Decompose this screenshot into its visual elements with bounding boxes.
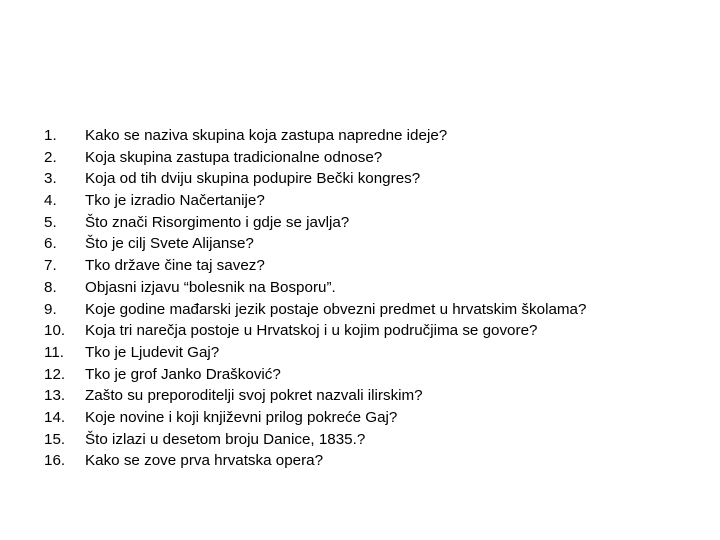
question-text: Tko je grof Janko Drašković? — [85, 365, 281, 383]
question-item — [44, 277, 704, 299]
question-text: Što izlazi u desetom broju Danice, 1835.? — [85, 430, 366, 448]
question-item — [44, 407, 704, 429]
question-item — [44, 212, 704, 234]
question-text: Koja skupina zastupa tradicionalne odnose? — [85, 148, 383, 166]
question-text: Koje godine mađarski jezik postaje obvezni predmet u hrvatskim školama? — [85, 300, 587, 318]
question-item — [44, 364, 704, 386]
question-number: 6. — [44, 235, 57, 253]
question-text: Kako se zove prva hrvatska opera? — [85, 452, 324, 470]
question-number: 4. — [44, 192, 57, 210]
question-number: 3. — [44, 170, 57, 188]
question-text: Kako se naziva skupina koja zastupa napredne ideje? — [85, 127, 448, 144]
question-text: Tko države čine taj savez? — [85, 257, 265, 275]
question-item — [44, 299, 704, 321]
question-item — [44, 255, 704, 277]
question-number: 12. — [44, 365, 66, 383]
question-text: Tko je izradio Načertanije? — [85, 192, 265, 210]
question-text: Zašto su preporoditelji svoj pokret nazvali ilirskim? — [85, 387, 423, 405]
question-number: 1. — [44, 127, 57, 144]
question-text: Tko je Ljudevit Gaj? — [85, 343, 220, 361]
question-item — [44, 233, 704, 255]
question-number: 7. — [44, 257, 57, 275]
question-item — [44, 342, 704, 364]
question-item — [44, 320, 704, 342]
question-text: Koje novine i koji književni prilog pokreće Gaj? — [85, 408, 398, 426]
question-number: 16. — [44, 452, 66, 470]
question-item — [44, 125, 704, 147]
question-item — [44, 147, 704, 169]
question-number: 9. — [44, 300, 57, 318]
question-text: Što je cilj Svete Alijanse? — [85, 235, 254, 253]
question-number: 8. — [44, 278, 57, 296]
question-text: Koja od tih dviju skupina podupire Bečki kongres? — [85, 170, 421, 188]
question-number: 5. — [44, 213, 57, 231]
question-number: 14. — [44, 408, 66, 426]
question-number: 2. — [44, 148, 57, 166]
question-text: Što znači Risorgimento i gdje se javlja? — [85, 213, 350, 231]
question-number: 10. — [44, 322, 66, 340]
question-item — [44, 450, 704, 472]
question-number: 15. — [44, 430, 66, 448]
question-list — [44, 125, 704, 472]
question-item — [44, 385, 704, 407]
question-number: 11. — [44, 343, 64, 361]
question-item — [44, 168, 704, 190]
question-text: Objasni izjavu “bolesnik na Bosporu”. — [85, 278, 336, 296]
question-item — [44, 190, 704, 212]
question-item — [44, 429, 704, 451]
question-text: Koja tri narečja postoje u Hrvatskoj i u kojim područjima se govore? — [85, 322, 538, 340]
question-number: 13. — [44, 387, 66, 405]
